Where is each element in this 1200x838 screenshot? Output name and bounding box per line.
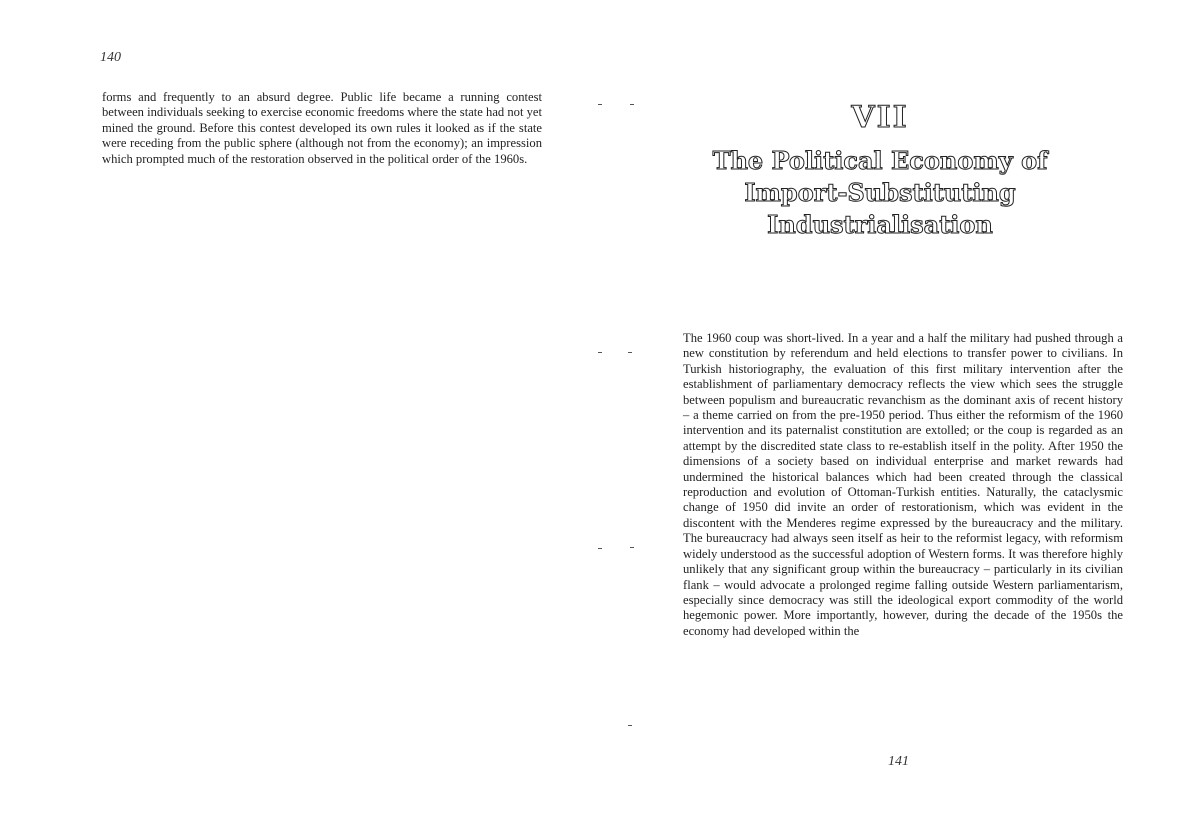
left-page-number: 140 [100,50,121,65]
scan-speck [630,547,634,548]
chapter-heading [690,100,1070,241]
chapter-number: VII [851,100,909,135]
scan-speck [598,548,602,549]
scan-speck [628,725,632,726]
scan-speck [598,104,602,105]
right-page-body-text: The 1960 coup was short-lived. In a year and a half the military had pushed through a new constitution by referendum and held elections to transfer power to civilians. In Turkish historiography, the evaluation of this first military intervention after the establishment of parliamentary democracy reflects the view which sees the struggle between populism and bureaucratic revanchism as the dominant axis of recent history – a theme carried on from the pre-1950 period. Thus either the reformism of the 1960 intervention and its paternalist constitution are extolled; or the coup is regarded as an attempt by the discredited state class to re-establish itself in the polity. After 1950 the dimensions of a society based on individual enterprise and market rewards had undermined the historical balances which had been created through the classical reproduction and evolution of Ottoman-Turkish entities. Naturally, the cataclysmic change of 1950 did invite an order of restorationism, which was evident in the discontent with the Menderes regime expressed by the bureaucracy and the military. The bureaucracy had always seen itself as heir to the reformist legacy, with reformism widely understood as the successful adoption of Western forms. It was therefore highly unlikely that any significant group within the bureaucracy – particularly in its civilian flank – would advocate a prolonged regime falling outside Western parliamentarism, especially since democracy was still the ideological export commodity of the world hegemonic power. More importantly, however, during the decade of the 1950s the economy had developed within the [683,331,1123,638]
scan-speck [630,104,634,105]
scan-speck [628,352,632,353]
chapter-title: The Political Economy of Import-Substituting Industrialisation [712,146,1048,239]
scan-speck [598,352,602,353]
right-page-number: 141 [888,754,909,769]
left-page-body-text: forms and frequently to an absurd degree. Public life became a running contest between individuals seeking to exercise economic freedoms where the state had not yet mined the ground. Before this contest developed its own rules it looked as if the state were receding from the public sphere (although not from the economy); an impression which prompted much of the restoration observed in the political order of the 1960s. [102,90,542,166]
